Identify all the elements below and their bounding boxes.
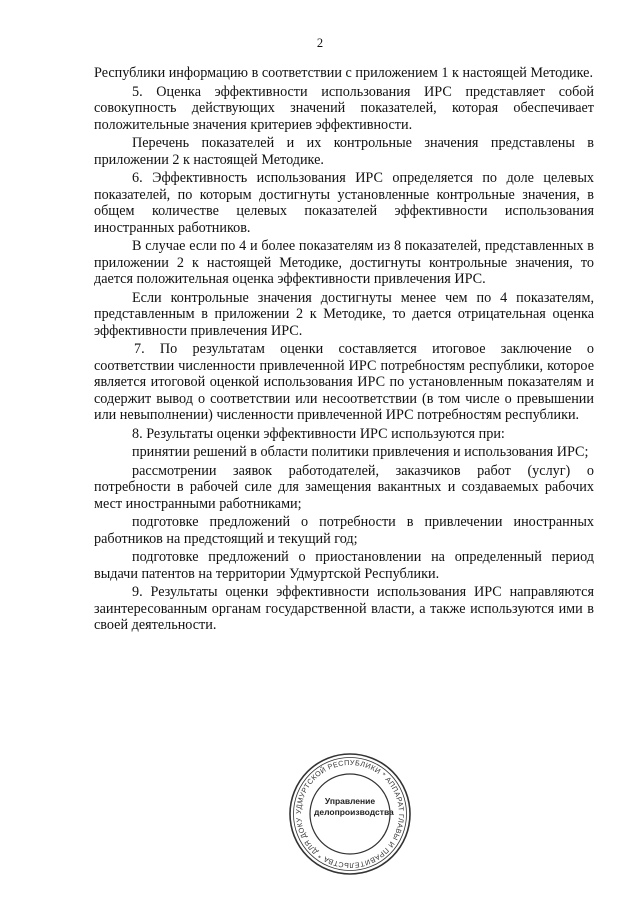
paragraph: Если контрольные значения достигнуты менее чем по 4 показателям, представленным в приложении 2 к Методике, то дается отрицательная оценка эффективности привлечения ИРС.	[94, 289, 594, 339]
stamp-center-line-1: Управление	[324, 796, 376, 806]
paragraph: 9. Результаты оценки эффективности использования ИРС направляются заинтересованным органам государственной власти, а также используются ими в своей деятельности.	[94, 584, 594, 633]
paragraph: В случае если по 4 и более показателям из 8 показателей, представленных в приложении 2 к настоящей Методике, достигнуты контрольные значения, то дается положительная оценка эффективности привлечения ИРС.	[94, 238, 594, 287]
paragraph: 6. Эффективность использования ИРС определяется по доле целевых показателей, по которым достигнуты установленные контрольные значения, в общем количестве целевых показателей эффективности использования иностранных работников.	[94, 170, 594, 236]
list-item: подготовке предложений о потребности в привлечении иностранных работников на предстоящий и текущий год;	[94, 514, 594, 547]
list-item: подготовке предложений о приостановлении на определенный период выдачи патентов на территории Удмуртской Республики.	[94, 549, 594, 582]
page-number: 2	[316, 36, 324, 50]
paragraph: Республики информацию в соответствии с приложением 1 к настоящей Методике.	[94, 65, 594, 81]
stamp-ring-text: УДМУРТСКОЙ РЕСПУБЛИКИ * АППАРАТ ГЛАВЫ И ПРАВИТЕЛЬСТВА * ДЛЯ ДОКУ	[293, 757, 407, 871]
list-item: принятии решений в области политики привлечения и использования ИРС;	[132, 444, 589, 460]
list-item: рассмотрении заявок работодателей, заказчиков работ (услуг) о потребности в рабочей силе для замещения вакантных и создаваемых рабочих мест иностранными работниками;	[94, 462, 594, 512]
paragraph: 8. Результаты оценки эффективности ИРС используются при:	[132, 425, 505, 442]
paragraph: 7. По результатам оценки составляется итоговое заключение о соответствии численности привлеченной ИРС потребностям республики, которое является итоговой оценкой использования ИРС по установленным показателям и содержит вывод о соответствии или несоответствии (в том числе о превышении или невыполнении) численности привлеченной ИРС потребностям республики.	[94, 341, 594, 423]
stamp-center-line-2: делопроизводства	[314, 807, 394, 817]
document-body	[94, 65, 594, 636]
paragraph: Перечень показателей и их контрольные значения представлены в приложении 2 к настоящей Методике.	[94, 135, 594, 168]
paragraph: 5. Оценка эффективности использования ИРС представляет собой совокупность действующих значений показателей, которая обеспечивает положительные значения критериев эффективности.	[94, 83, 594, 133]
official-stamp	[288, 752, 412, 876]
